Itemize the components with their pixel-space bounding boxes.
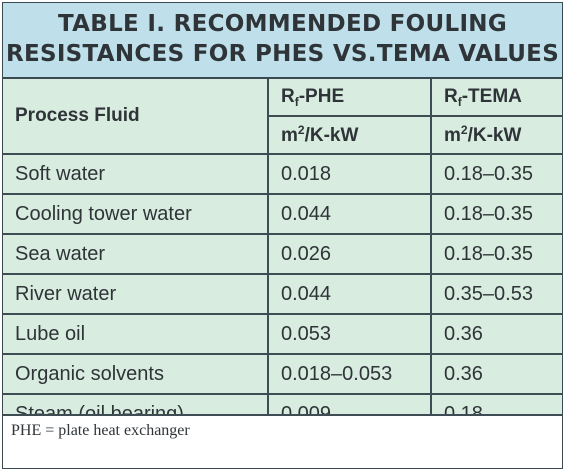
cell-tema: 0.18–0.35 <box>431 154 563 194</box>
header-rf-phe-r: R <box>281 85 295 107</box>
table-row <box>3 274 563 314</box>
unit-tema-m: m <box>444 125 461 146</box>
title-line-2: RESISTANCES FOR PHES VS.TEMA VALUES <box>5 41 560 67</box>
unit-tema-sup: 2 <box>460 123 468 137</box>
header-rf-phe-rest: -PHE <box>298 85 345 107</box>
unit-phe-sup: 2 <box>297 123 305 137</box>
table-row <box>3 234 563 274</box>
cell-tema: 0.35–0.53 <box>431 274 563 314</box>
table-row <box>3 194 563 234</box>
cell-phe: 0.018 <box>268 154 431 194</box>
unit-tema <box>431 116 563 154</box>
cell-fluid: Organic solvents <box>3 354 268 394</box>
cell-phe: 0.026 <box>268 234 431 274</box>
unit-phe <box>268 116 431 154</box>
header-row <box>3 79 563 116</box>
header-rf-tema <box>431 79 563 116</box>
table-body <box>3 79 562 444</box>
table-row <box>3 354 563 394</box>
table-title <box>3 3 562 79</box>
table-row <box>3 314 563 354</box>
footnote: PHE = plate heat exchanger <box>3 414 562 444</box>
cell-fluid: Sea water <box>3 234 268 274</box>
table-frame <box>2 2 563 469</box>
cell-tema: 0.36 <box>431 314 563 354</box>
cell-fluid: River water <box>3 274 268 314</box>
cell-tema: 0.36 <box>431 354 563 394</box>
cell-phe: 0.053 <box>268 314 431 354</box>
cell-fluid: Soft water <box>3 154 268 194</box>
fouling-table <box>3 79 563 435</box>
unit-tema-rest: /K-kW <box>467 125 522 146</box>
cell-tema: 0.18–0.35 <box>431 234 563 274</box>
unit-phe-rest: /K-kW <box>304 125 359 146</box>
table-row <box>3 154 563 194</box>
header-rf-phe-sub: f <box>294 94 299 109</box>
unit-phe-m: m <box>281 125 298 146</box>
cell-fluid: Lube oil <box>3 314 268 354</box>
cell-phe: 0.018–0.053 <box>268 354 431 394</box>
cell-fluid: Cooling tower water <box>3 194 268 234</box>
cell-phe: 0.044 <box>268 274 431 314</box>
title-line-1: TABLE I. RECOMMENDED FOULING <box>57 11 508 37</box>
header-rf-tema-rest: -TEMA <box>461 85 522 107</box>
header-rf-tema-sub: f <box>457 94 462 109</box>
header-process-fluid: Process Fluid <box>3 79 268 154</box>
cell-phe: 0.044 <box>268 194 431 234</box>
header-rf-phe <box>268 79 431 116</box>
cell-tema: 0.18–0.35 <box>431 194 563 234</box>
header-rf-tema-r: R <box>444 85 458 107</box>
